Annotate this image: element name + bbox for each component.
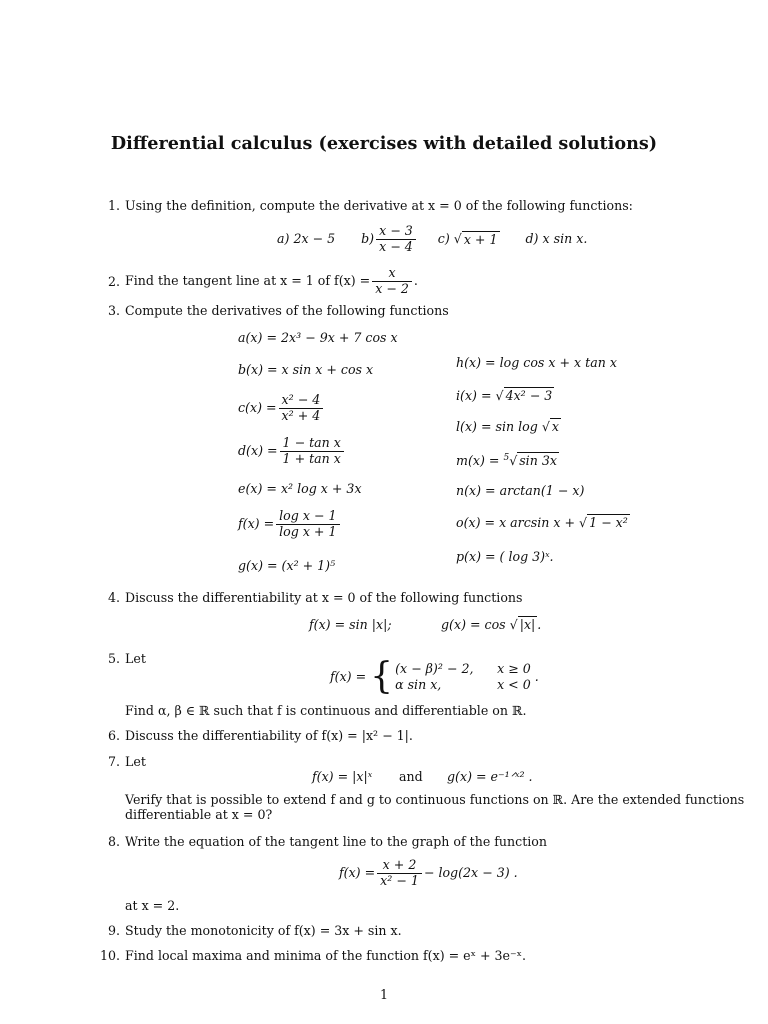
ex5-cases — [395, 661, 531, 692]
ex3-g: g(x) = (x² + 1)⁵ — [238, 558, 336, 573]
ex3-p: p(x) = ( log 3)ˣ. — [456, 549, 554, 564]
exercise-6-number: 6. — [107, 728, 120, 743]
ex3-m-radicand: sin 3x — [519, 453, 557, 469]
ex1-b-label: b) — [361, 231, 375, 247]
ex5-case-1-cond: x ≥ 0 — [497, 661, 531, 677]
exercise-4-text: Discuss the differentiability at x = 0 of the following functions — [125, 590, 523, 605]
exercise-3-text: Compute the derivatives of the following functions — [125, 303, 449, 318]
ex3-d-denominator: 1 + tan x — [280, 451, 344, 466]
sqrt-icon: √ — [541, 419, 550, 434]
ex8-lhs: f(x) = — [339, 865, 376, 881]
ex3-i-radicand: 4x² − 3 — [505, 388, 553, 403]
exercise-10-number: 10. — [99, 948, 120, 963]
exercise-5-text: Let — [125, 651, 146, 666]
exercise-8-text: Write the equation of the tangent line to the graph of the function — [125, 834, 547, 849]
exercise-9-text: Study the monotonicity of f(x) = 3x + sin x. — [125, 923, 402, 938]
ex4-g-radicand: |x| — [519, 617, 536, 632]
ex5-case-2-expr: α sin x, — [395, 677, 442, 692]
exercise-1-functions — [277, 222, 587, 256]
ex3-c — [238, 391, 325, 425]
ex7-after-1: Verify that is possible to extend f and g to continuous functions on ℝ. Are the extended functions — [125, 792, 745, 807]
ex3-d — [238, 434, 346, 468]
ex2-end: . — [413, 273, 418, 289]
ex8-function — [339, 856, 518, 890]
ex3-c-numerator: x² − 4 — [281, 392, 321, 408]
exercise-6-text: Discuss the differentiability of f(x) = |x² − 1|. — [125, 728, 413, 743]
exercise-2-line — [125, 264, 418, 298]
ex3-c-denominator: x² + 4 — [279, 408, 324, 423]
ex3-f — [238, 507, 342, 541]
ex2-fraction — [372, 266, 412, 296]
ex8-after: at x = 2. — [125, 898, 180, 913]
ex3-a: a(x) = 2x³ − 9x + 7 cos x — [238, 330, 398, 345]
exercise-5-number: 5. — [107, 651, 120, 666]
ex5-case-1-expr: (x − β)² − 2, — [395, 661, 474, 677]
ex3-m-lhs: m(x) = — [456, 453, 500, 469]
ex5-case-1 — [395, 661, 531, 677]
ex3-f-numerator: log x − 1 — [279, 508, 337, 524]
ex7-g: g(x) = e⁻¹ᐟˣ² . — [447, 769, 533, 784]
sqrt-icon: √ — [453, 231, 462, 247]
ex3-f-fraction — [276, 509, 339, 539]
exercise-3-number: 3. — [107, 303, 120, 318]
sqrt-icon: √ — [579, 515, 588, 530]
ex3-h: h(x) = log cos x + x tan x — [456, 355, 617, 370]
exercise-4-number: 4. — [107, 590, 120, 605]
exercise-2-text: Find the tangent line at x = 1 of f(x) = — [125, 273, 371, 289]
ex3-i-lhs: i(x) = — [456, 388, 492, 403]
page-title: Differential calculus (exercises with detailed solutions) — [110, 133, 658, 154]
ex3-c-lhs: c(x) = — [238, 400, 277, 416]
ex5-lhs: f(x) = — [330, 669, 367, 685]
sqrt-icon: √ — [509, 617, 518, 632]
ex3-d-numerator: 1 − tan x — [282, 435, 341, 451]
ex8-denominator: x² − 1 — [377, 873, 422, 888]
ex2-numerator: x — [388, 265, 396, 281]
exercise-1-text: Using the definition, compute the derivative at x = 0 of the following functions: — [125, 198, 633, 213]
ex5-case-2 — [395, 677, 531, 693]
exercise-1-number: 1. — [107, 198, 120, 213]
ex5-end: . — [534, 669, 539, 685]
ex3-b: b(x) = x sin x + cos x — [238, 362, 374, 377]
ex2-denominator: x − 2 — [372, 281, 412, 296]
ex3-o-radicand: 1 − x² — [589, 515, 628, 530]
exercise-7-number: 7. — [107, 754, 120, 769]
exercise-7-text: Let — [125, 754, 146, 769]
exercise-2-number: 2. — [107, 274, 120, 289]
ex3-c-fraction — [279, 393, 324, 423]
ex7-after-2: differentiable at x = 0? — [125, 807, 273, 822]
ex5-piecewise — [330, 657, 539, 697]
ex3-m — [456, 453, 559, 469]
ex1-c-radicand: x + 1 — [463, 231, 498, 247]
ex1-a-expr: 2x − 5 — [293, 231, 336, 247]
ex3-l-lhs: l(x) = sin log — [456, 419, 538, 434]
sqrt-icon: √ — [509, 453, 518, 469]
left-brace-icon: { — [370, 656, 394, 697]
ex1-d-label: d) — [525, 231, 539, 247]
ex8-numerator: x + 2 — [382, 857, 417, 873]
ex4-g-end: . — [537, 617, 542, 632]
ex1-b-denominator: x − 4 — [376, 239, 416, 254]
sqrt-icon: √ — [495, 388, 504, 403]
ex3-i — [456, 388, 554, 404]
ex3-f-lhs: f(x) = — [238, 516, 275, 532]
ex8-rest: − log(2x − 3) . — [423, 865, 518, 881]
ex3-l-radicand: x — [551, 419, 559, 434]
ex7-and: and — [399, 769, 423, 784]
ex3-e: e(x) = x² log x + 3x — [238, 481, 362, 496]
ex1-a-label: a) — [277, 231, 290, 247]
ex3-d-fraction — [280, 436, 344, 466]
ex4-f: f(x) = sin |x|; — [309, 617, 392, 632]
ex4-g — [441, 617, 541, 633]
ex3-d-lhs: d(x) = — [238, 443, 278, 459]
ex1-d-expr: x sin x. — [542, 231, 588, 247]
ex4-g-lhs: g(x) = cos — [441, 617, 506, 632]
ex3-o — [456, 515, 630, 531]
ex1-c-label: c) — [437, 231, 450, 247]
exercise-9-number: 9. — [107, 923, 120, 938]
ex5-after: Find α, β ∈ ℝ such that f is continuous and differentiable on ℝ. — [125, 703, 527, 718]
ex3-o-lhs: o(x) = x arcsin x + — [456, 515, 576, 530]
ex3-l — [456, 419, 561, 435]
ex3-f-denominator: log x + 1 — [276, 524, 339, 539]
ex1-b-fraction — [376, 224, 416, 254]
ex5-case-2-cond: x < 0 — [497, 677, 531, 692]
ex3-n: n(x) = arctan(1 − x) — [456, 483, 585, 498]
ex3-m-root-index: 5 — [503, 453, 510, 463]
exercise-10-text: Find local maxima and minima of the function f(x) = eˣ + 3e⁻ˣ. — [125, 948, 526, 963]
ex8-fraction — [377, 858, 422, 888]
ex1-b-numerator: x − 3 — [379, 223, 413, 239]
page-number: 1 — [379, 987, 388, 1002]
ex7-f: f(x) = |x|ˣ — [312, 769, 373, 784]
exercise-8-number: 8. — [107, 834, 120, 849]
